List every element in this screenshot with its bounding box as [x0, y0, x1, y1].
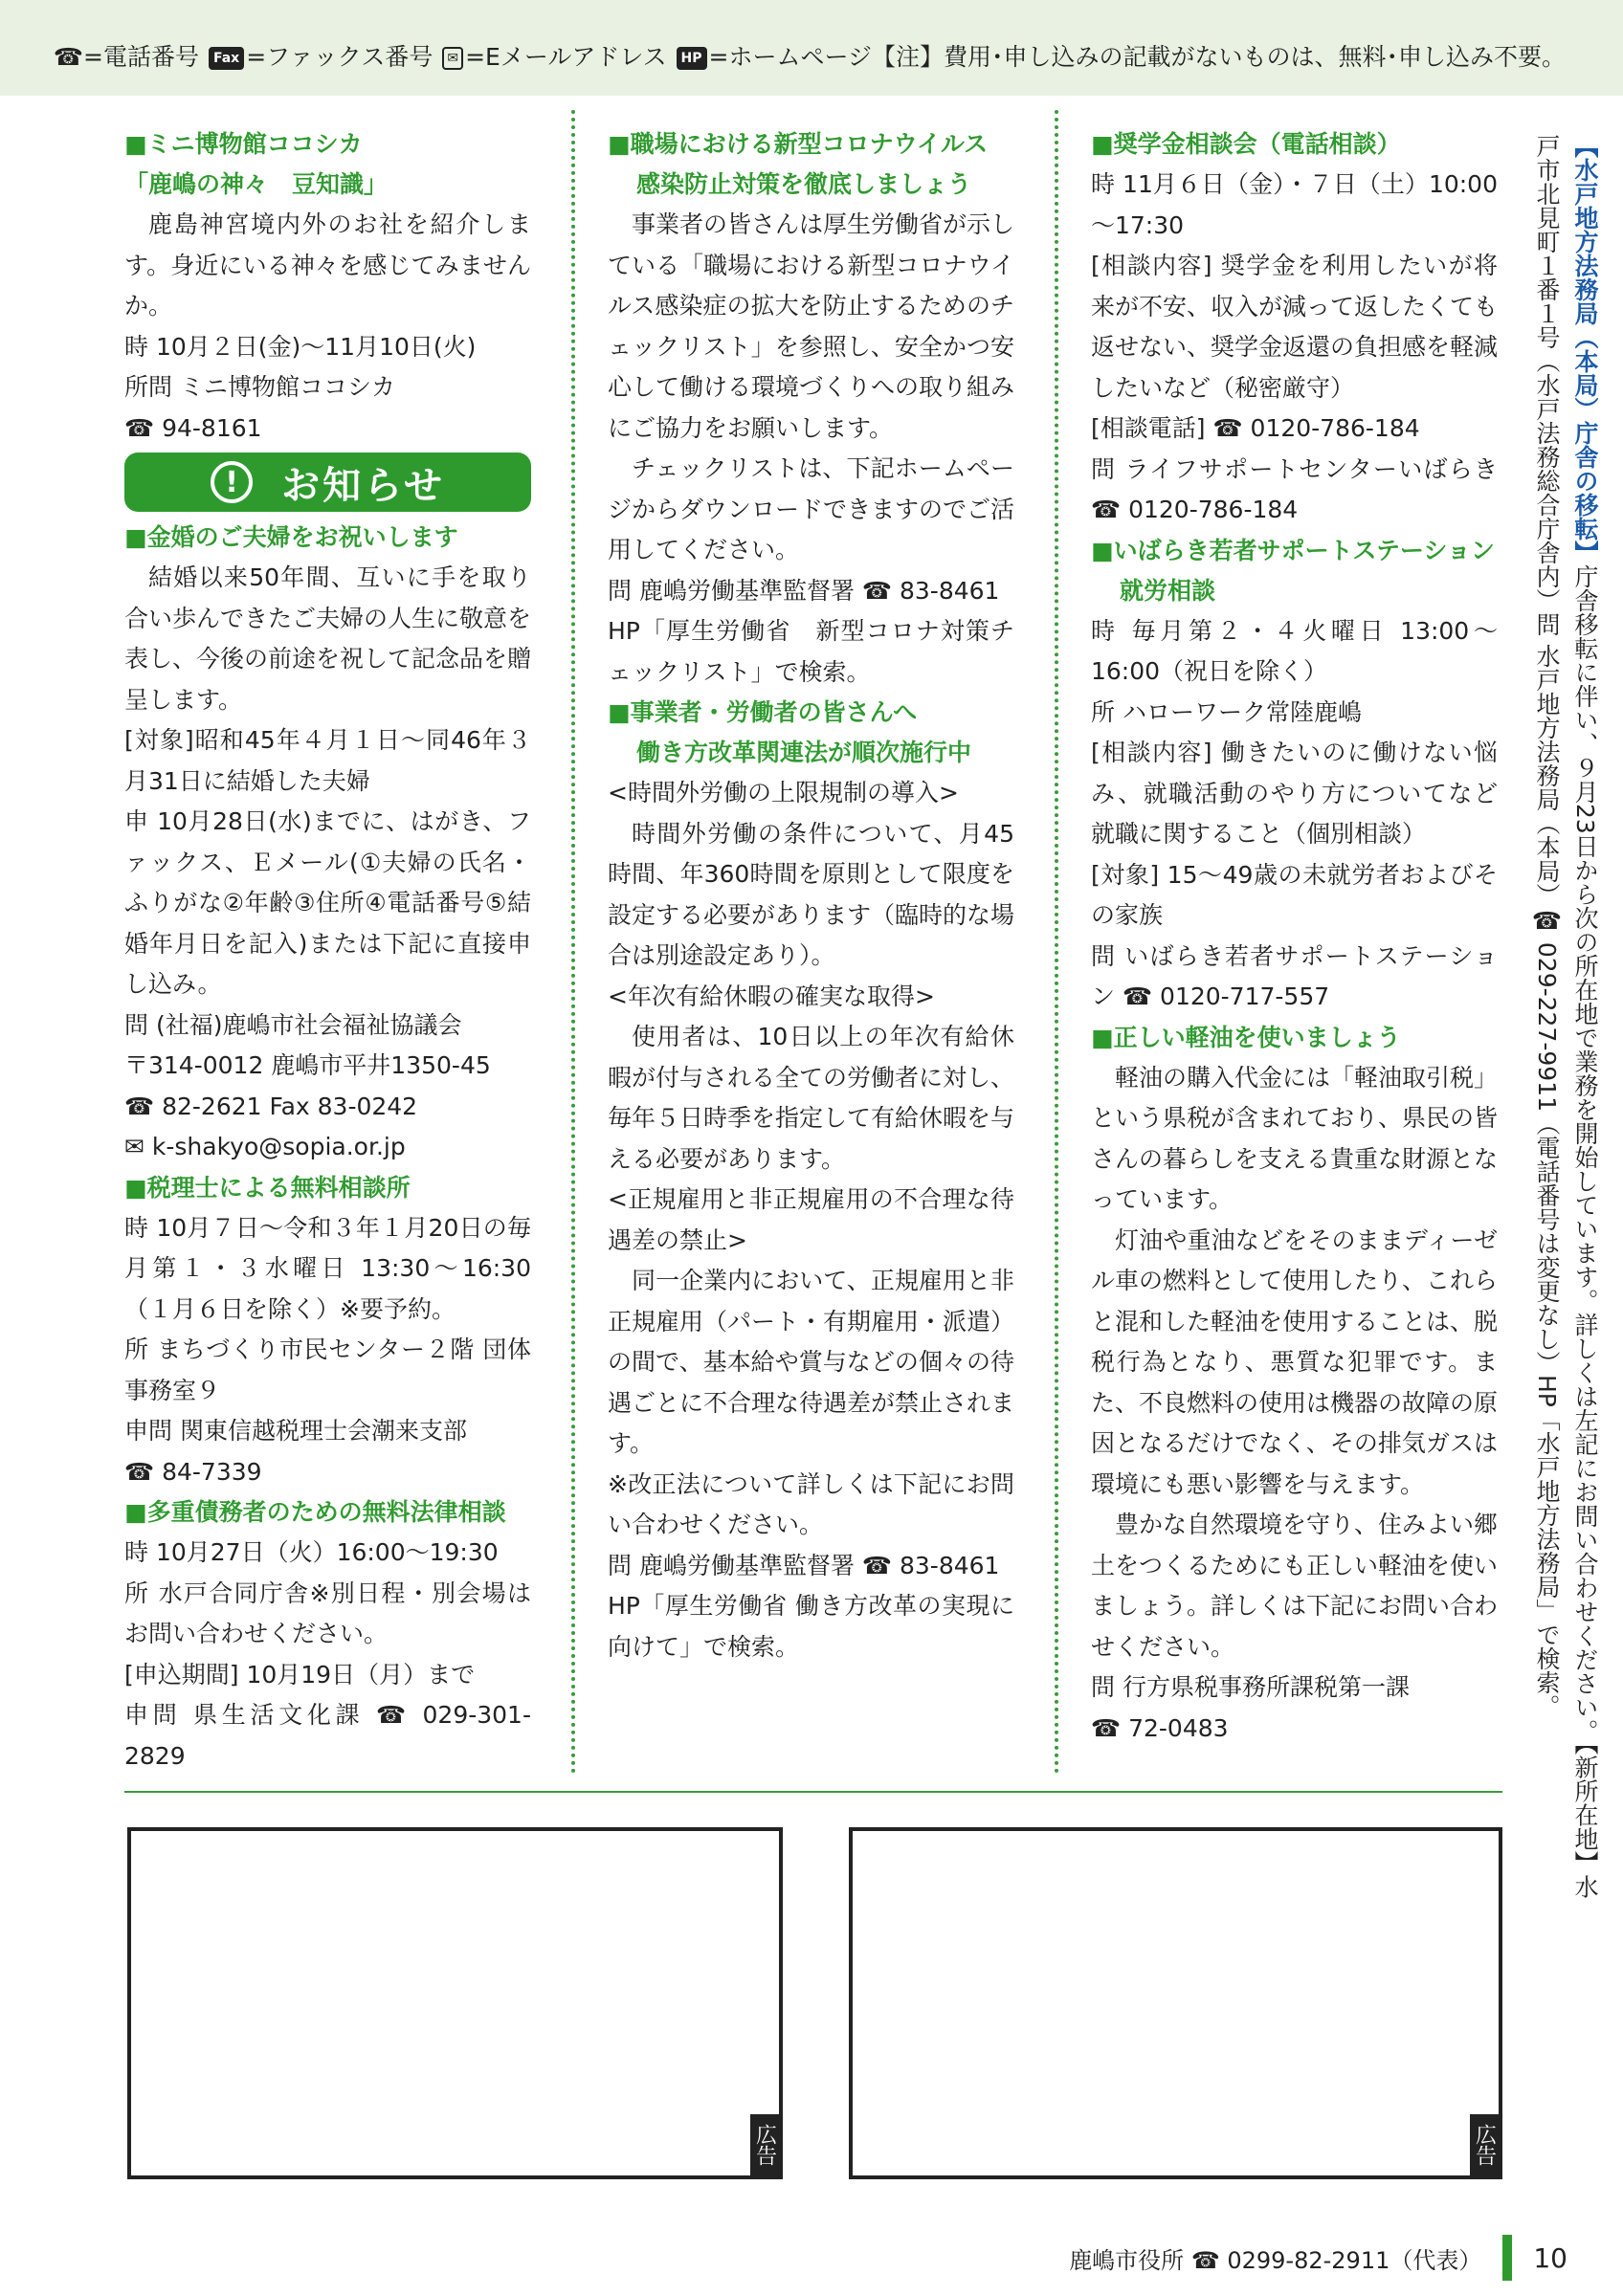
notice-banner: [124, 453, 531, 512]
ad-box-right: [849, 1827, 1502, 2179]
info-tel: ☎ 94-8161: [124, 413, 262, 442]
column-divider: [1055, 110, 1058, 1775]
info-hp: HP「厚生労働省 新型コロナ対策チェックリスト」で検索。: [608, 617, 1014, 686]
info-org: 問 ライフサポートセンターいばらき ☎ 0120-786-184: [1091, 454, 1498, 523]
section-body: 灯油や重油などをそのままディーゼル車の燃料として使用したり、これらと混和した軽油を使用することは、脱税行為となり、悪質な犯罪です。また、不良燃料の使用は機器の故障の原因となるだけでなく、その排気ガスは環境にも悪い影響を与えます。: [1091, 1225, 1499, 1498]
side-notice-address-label: 【新所在地】: [1571, 1742, 1599, 1875]
side-notice-contact: 問 水戸地方法務局（本局）☎ 029-227-9911（電話番号は変更なし）: [1533, 612, 1561, 1375]
info-content: [相談内容] 働きたいのに働けない悩み、就職活動のやり方についてなど就職に関すること（個別相談）: [1091, 739, 1498, 848]
info-address: 〒314-0012 鹿嶋市平井1350-45: [124, 1051, 491, 1079]
exclamation-icon: !: [211, 461, 253, 503]
info-time: 時 10月７日～令和３年１月20日の毎月第１・３水曜日 13:30～16:30（１月６日を除く）※要予約。: [124, 1213, 531, 1323]
side-notice: [1527, 134, 1604, 1913]
side-notice-address: 水戸市北見町１番１号（水戸法務総合庁舎内）: [1533, 134, 1599, 1899]
section-body: 豊かな自然環境を守り、住みよい郷土をつくるためにも正しい軽油を使いましょう。詳しくは下記にお問い合わせください。: [1091, 1511, 1499, 1661]
hp-icon: HP: [677, 47, 707, 70]
info-org: 問 (社福)鹿嶋市社会福祉協議会: [124, 1010, 462, 1039]
section-body: 時間外労働の条件について、月45時間、年360時間を原則として限度を設定する必要があります（臨時的な場合は別途設定あり）。: [608, 819, 1015, 969]
sub-heading: <年次有給休暇の確実な取得>: [608, 982, 935, 1010]
side-notice-hp: HP「水戸地方法務局」で検索。: [1533, 1375, 1561, 1718]
info-org: 問 行方県税事務所課税第一課: [1091, 1673, 1410, 1701]
legend-tel: ☎=電話番号: [53, 43, 200, 71]
section-title: ■職場における新型コロナウイルス: [608, 130, 989, 158]
sub-heading: <正規雇用と非正規雇用の不合理な待遇差の禁止>: [608, 1185, 1014, 1254]
fax-icon: Fax: [209, 47, 244, 70]
info-target: [対象] 15～49歳の未就労者およびその家族: [1091, 860, 1498, 929]
info-tel-fax: ☎ 82-2621 Fax 83-0242: [124, 1092, 418, 1120]
page-number: 10: [1533, 2241, 1567, 2274]
info-place: 所 ハローワーク常陸鹿嶋: [1091, 697, 1362, 726]
sub-heading: <時間外労働の上限規制の導入>: [608, 779, 959, 806]
info-org: 問 いばらき若者サポートステーション ☎ 0120-717-557: [1091, 941, 1498, 1010]
ad-label: 広告: [1470, 2114, 1499, 2175]
side-notice-title: 【水戸地方法務局（本局）庁舎の移転】: [1571, 134, 1599, 564]
section-body: 事業者の皆さんは厚生労働省が示している「職場における新型コロナウイルス感染症の拡大を防止するためのチェックリスト」を参照し、安全かつ安心して働ける環境づくりへの取り組みにご協力をお願いします。: [608, 210, 1015, 442]
notice-title: お知らせ: [281, 463, 445, 508]
info-period: [申込期間] 10月19日（月）まで: [124, 1660, 476, 1689]
info-hp: HP「厚生労働省 働き方改革の実現に向けて」で検索。: [608, 1592, 1014, 1661]
info-apply: 申 10月28日(水)までに、はがき、ファックス、Ｅメール(①夫婦の氏名・ふりがな②年齢③住所④電話番号⑤結婚年月日を記入)または下記に直接申し込み。: [124, 807, 531, 998]
section-title: ■多重債務者のための無料法律相談: [124, 1498, 506, 1526]
info-mail: ✉ k-shakyo@sopia.or.jp: [124, 1133, 406, 1160]
section-body: 同一企業内において、正規雇用と非正規雇用（パート・有期雇用・派遣）の間で、基本給や賞与などの個々の待遇ごとに不合理な待遇差が禁止されます。: [608, 1267, 1015, 1457]
info-org: 問 鹿嶋労働基準監督署 ☎ 83-8461: [608, 576, 1000, 605]
section-subtitle: 働き方改革関連法が順次施行中: [636, 739, 972, 766]
column-1: [124, 124, 531, 1777]
section-title: ■いばらき若者サポートステーション: [1091, 536, 1495, 564]
footer-office: 鹿嶋市役所 ☎ 0299-82-2911（代表）: [1069, 2246, 1482, 2274]
section-title: ■事業者・労働者の皆さんへ: [608, 698, 918, 726]
info-target: [対象]昭和45年４月１日～同46年３月31日に結婚した夫婦: [124, 726, 531, 795]
section-subtitle: 「鹿嶋の神々 豆知識」: [124, 170, 389, 198]
column-2: [608, 124, 1014, 1667]
section-note: ※改正法について詳しくは下記にお問い合わせください。: [608, 1469, 1014, 1538]
mail-icon: ✉: [442, 47, 463, 70]
page-footer: [1069, 2235, 1567, 2281]
section-title: ■税理士による無料相談所: [124, 1173, 411, 1202]
info-tel: ☎ 84-7339: [124, 1457, 262, 1486]
legend-fax: =ファックス番号: [246, 43, 434, 71]
section-title: ■金婚のご夫婦をお祝いします: [124, 523, 458, 551]
info-content: [相談内容] 奨学金を利用したいが将来が不安、収入が減って返したくても返せない、奨学金返還の負担感を軽減したいなど（秘密厳守）: [1091, 252, 1499, 402]
section-body: 軽油の購入代金には「軽油取引税」という県税が含まれており、県民の皆さんの暮らしを支える貴重な財源となっています。: [1091, 1063, 1499, 1213]
info-tel: [相談電話] ☎ 0120-786-184: [1091, 414, 1420, 442]
info-org: 申問 関東信越税理士会潮来支部: [124, 1417, 467, 1445]
section-title: ■正しい軽油を使いましょう: [1091, 1023, 1401, 1051]
info-time: 時 10月２日(金)～11月10日(火): [124, 332, 477, 361]
section-body: 使用者は、10日以上の年次有給休暇が付与される全ての労働者に対し、毎年５日時季を指定して有給休暇を与える必要があります。: [608, 1023, 1015, 1173]
info-tel: ☎ 72-0483: [1091, 1713, 1229, 1742]
section-title: ■奨学金相談会（電話相談）: [1091, 130, 1401, 158]
info-time: 時 毎月第２・４火曜日 13:00～16:00（祝日を除く）: [1091, 616, 1498, 685]
section-subtitle: 就労相談: [1120, 576, 1216, 605]
legend-hp: =ホームページ: [708, 43, 872, 71]
legend-mail: =Eメールアドレス: [465, 43, 667, 71]
info-place: 所 まちづくり市民センター２階 団体事務室９: [124, 1336, 531, 1404]
column-divider: [571, 110, 575, 1775]
info-place: 所問 ミニ博物館ココシカ: [124, 373, 395, 401]
side-notice-body: 庁舎移転に伴い、９月23日から次の所在地で業務を開始しています。詳しくは左記にお問い合わせください。: [1571, 564, 1599, 1743]
footer-bar: [1502, 2235, 1512, 2281]
ad-box-left: [127, 1827, 783, 2179]
info-time: 時 10月27日（火）16:00～19:30: [124, 1538, 499, 1566]
section-title: ■ミニ博物館ココシカ: [124, 130, 363, 158]
info-org: 申問 県生活文化課 ☎ 029-301-2829: [124, 1701, 531, 1770]
ad-label: 広告: [750, 2114, 779, 2175]
legend-note: 【注】費用･申し込みの記載がないものは、無料･申し込み不要。: [871, 43, 1566, 71]
header-band: [0, 0, 1623, 96]
section-body: 結婚以来50年間、互いに手を取り合い歩んできたご夫婦の人生に敬意を表し、今後の前途を祝して記念品を贈呈します。: [124, 563, 532, 714]
info-place: 所 水戸合同庁舎※別日程・別会場はお問い合わせください。: [124, 1578, 531, 1647]
section-body: 鹿島神宮境内外のお社を紹介します。身近にいる神々を感じてみませんか。: [124, 210, 531, 320]
section-divider: [124, 1791, 1502, 1793]
symbol-legend: [54, 38, 1566, 73]
info-time: 時 11月６日（金）・７日（土）10:00～17:30: [1091, 170, 1498, 239]
info-org: 問 鹿嶋労働基準監督署 ☎ 83-8461: [608, 1551, 1000, 1579]
column-3: [1091, 124, 1498, 1749]
section-body: チェックリストは、下記ホームページからダウンロードできますのでご活用してください。: [608, 454, 1015, 563]
section-subtitle: 感染防止対策を徹底しましょう: [636, 170, 972, 198]
